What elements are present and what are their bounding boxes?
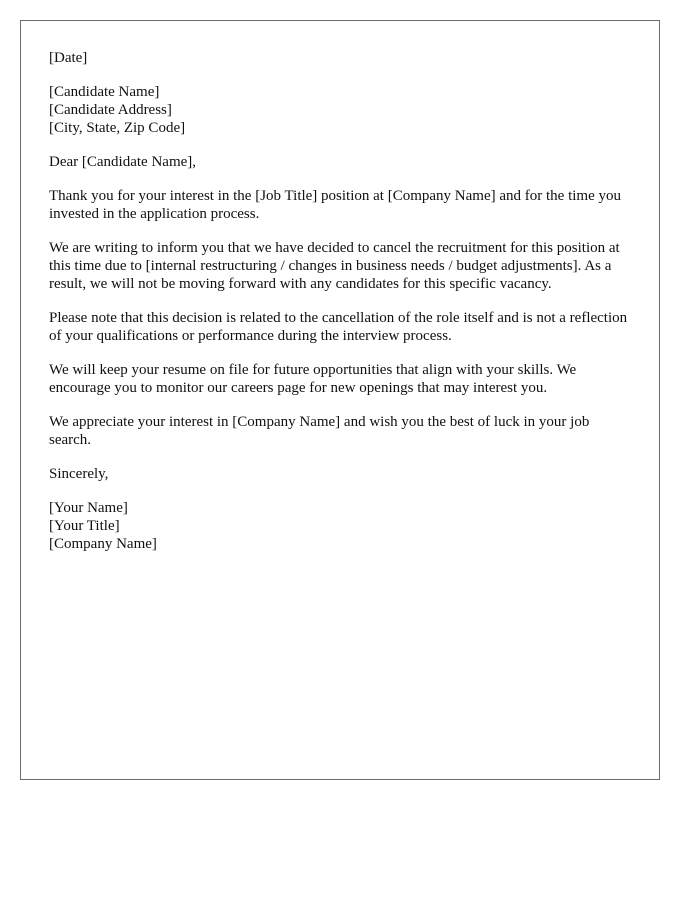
signature-title: [Your Title] <box>49 518 120 534</box>
recipient-name: [Candidate Name] <box>49 84 160 100</box>
letter-date: [Date] <box>49 50 88 66</box>
body-paragraph: We will keep your resume on file for future opportunities that align with your skills. We encourage you to monitor our careers page for new openings that may interest you. <box>49 362 577 396</box>
salutation: Dear [Candidate Name], <box>49 154 197 170</box>
recipient-city-state-zip: [City, State, Zip Code] <box>49 120 186 136</box>
date-block <box>49 49 631 67</box>
letter-document <box>20 20 660 780</box>
body-paragraph: We appreciate your interest in [Company Name] and wish you the best of luck in your job search. <box>49 414 590 448</box>
body-paragraph: Please note that this decision is related to the cancellation of the role itself and is not a reflection of your qualifications or performance during the interview process. <box>49 310 628 344</box>
closing: Sincerely, <box>49 466 109 482</box>
body-paragraph: Thank you for your interest in the [Job Title] position at [Company Name] and for the time you invested in the application process. <box>49 188 621 222</box>
body-paragraph: We are writing to inform you that we have decided to cancel the recruitment for this position at this time due to [internal restructuring / changes in business needs / budget adjustments]. As a result, we will not be moving forward with any candidates for this specific vacancy. <box>49 240 620 292</box>
signature-block <box>49 499 631 553</box>
recipient-address-block <box>49 83 631 137</box>
signature-name: [Your Name] <box>49 500 128 516</box>
signature-company: [Company Name] <box>49 536 157 552</box>
recipient-address: [Candidate Address] <box>49 102 172 118</box>
